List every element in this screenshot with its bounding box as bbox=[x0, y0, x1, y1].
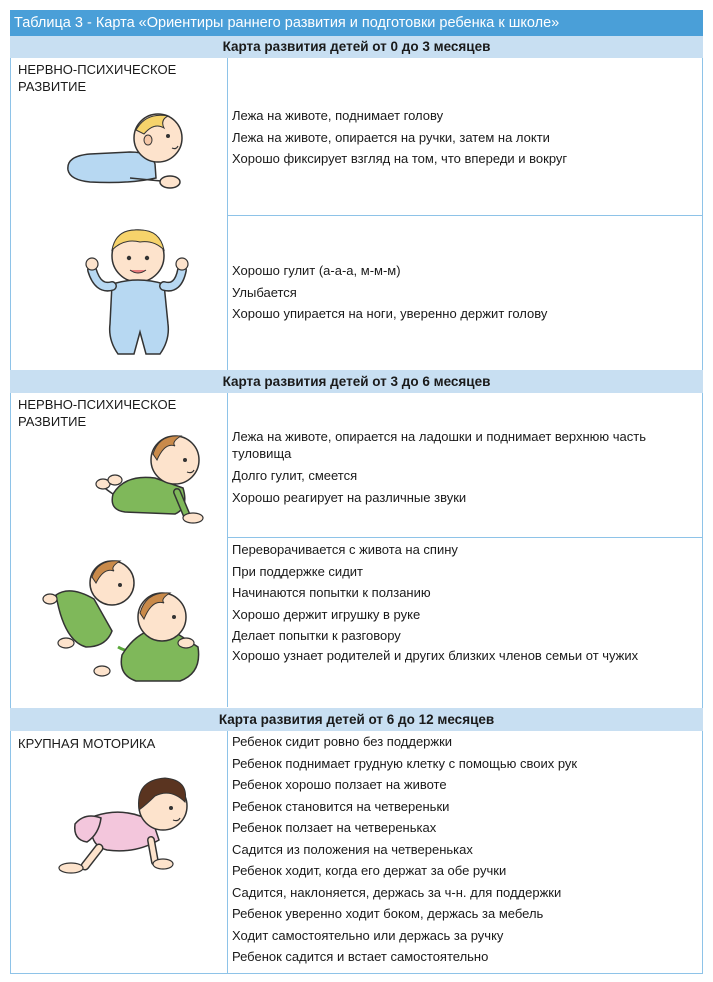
section-header-0-3: Карта развития детей от 0 до 3 месяцев bbox=[10, 36, 703, 58]
list-item: Хорошо реагирует на различные звуки bbox=[232, 489, 467, 505]
item-list-3-6-b bbox=[232, 539, 702, 667]
item-list-0-3-b bbox=[232, 260, 702, 325]
list-item: Лежа на животе, опирается на ручки, затем на локти bbox=[232, 129, 550, 145]
list-item: Ребенок садится и встает самостоятельно bbox=[232, 949, 489, 964]
section-header-6-12: Карта развития детей от 6 до 12 месяцев bbox=[10, 708, 703, 731]
list-item: Переворачивается с живота на спину bbox=[232, 542, 458, 557]
list-item: Ходит самостоятельно или держась за ручку bbox=[232, 927, 504, 943]
baby-in-blue-onesie-illustration bbox=[82, 220, 192, 365]
section-label-6-12: КРУПНАЯ МОТОРИКА bbox=[18, 736, 156, 751]
list-item: Ребенок становится на четвереньки bbox=[232, 798, 450, 814]
item-list-6-12 bbox=[232, 731, 702, 968]
list-item: Хорошо узнает родителей и других близких членов семьи от чужих bbox=[232, 647, 639, 663]
section-label-0-3: НЕРВНО-ПСИХИЧЕСКОЕ РАЗВИТИЕ bbox=[18, 62, 177, 94]
section-header-3-6: Карта развития детей от 3 до 6 месяцев bbox=[10, 370, 703, 393]
list-item: Начинаются попытки к ползанию bbox=[232, 585, 431, 600]
list-item: Лежа на животе, поднимает голову bbox=[232, 108, 444, 123]
baby-lying-on-tummy-illustration bbox=[60, 108, 210, 198]
list-item: Ребенок поднимает грудную клетку с помощью своих рук bbox=[232, 755, 578, 771]
list-item: Ребенок уверенно ходит боком, держась за мебель bbox=[232, 906, 544, 921]
list-item: Долго гулит, смеется bbox=[232, 468, 358, 483]
list-item: Ребенок хорошо ползает на животе bbox=[232, 777, 447, 792]
column-divider-2 bbox=[227, 393, 228, 707]
item-list-0-3-a bbox=[232, 105, 702, 170]
left-border bbox=[10, 36, 11, 974]
list-item: Ребенок ходит, когда его держат за обе ручки bbox=[232, 863, 507, 878]
column-divider-3 bbox=[227, 731, 228, 974]
list-item: Хорошо фиксирует взгляд на том, что впереди и вокруг bbox=[232, 151, 568, 166]
list-item: Ребенок ползает на четвереньках bbox=[232, 820, 437, 835]
item-list-3-6-a bbox=[232, 428, 702, 508]
list-item: Ребенок сидит ровно без поддержки bbox=[232, 734, 453, 749]
baby-propped-on-palms-illustration bbox=[95, 430, 215, 525]
list-item: Садится из положения на четвереньках bbox=[232, 841, 473, 857]
list-item: Хорошо гулит (а-а-а, м-м-м) bbox=[232, 263, 401, 278]
list-item: Хорошо упирается на ноги, уверенно держит голову bbox=[232, 306, 548, 321]
baby-rolling-over-illustration bbox=[40, 555, 220, 690]
table-title: Таблица 3 - Карта «Ориентиры раннего развития и подготовки ребенка к школе» bbox=[10, 10, 703, 36]
list-item: Улыбается bbox=[232, 284, 297, 300]
list-item: Лежа на животе, опирается на ладошки и поднимает верхнюю часть туловища bbox=[232, 429, 647, 461]
girl-crawling-illustration bbox=[55, 770, 195, 880]
list-item: При поддержке сидит bbox=[232, 563, 363, 579]
list-item: Делает попытки к разговору bbox=[232, 628, 401, 643]
right-border bbox=[702, 36, 703, 974]
row-divider-1 bbox=[227, 215, 703, 216]
bottom-border bbox=[10, 973, 703, 974]
list-item: Садится, наклоняется, держась за ч-н. для поддержки bbox=[232, 884, 562, 900]
list-item: Хорошо держит игрушку в руке bbox=[232, 606, 421, 622]
column-divider-1 bbox=[227, 58, 228, 370]
section-label-3-6: НЕРВНО-ПСИХИЧЕСКОЕ РАЗВИТИЕ bbox=[18, 397, 177, 429]
row-divider-2 bbox=[227, 537, 703, 538]
